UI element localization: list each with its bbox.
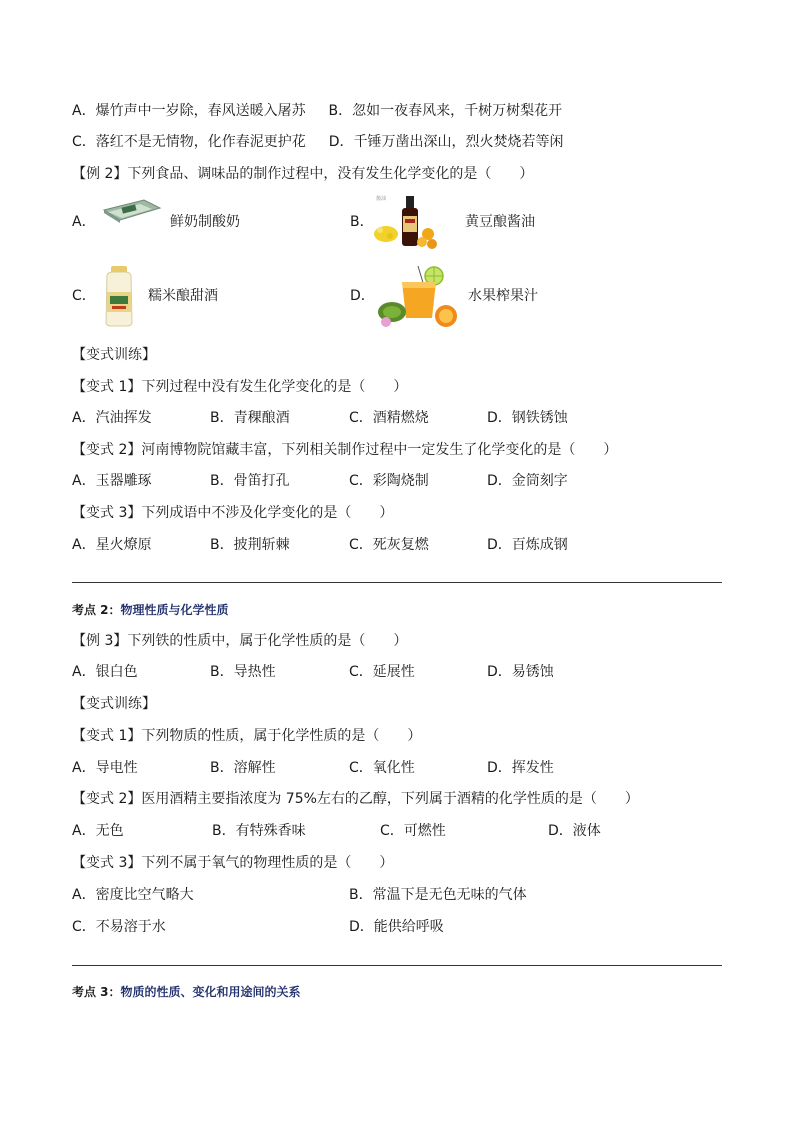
v2-option-a: A．玉器雕琢: [72, 473, 152, 489]
v1-option-d: D．钢铁锈蚀: [487, 410, 568, 426]
ex2-option-c-text: 糯米酿甜酒: [148, 288, 218, 304]
v2-option-c: C．彩陶烧制: [349, 473, 429, 489]
variant-2-3-stem: 【变式 3】下列不属于氧气的物理性质的是（ ）: [72, 855, 394, 871]
v21-option-d: D．挥发性: [487, 760, 554, 776]
ex3-option-b: B．导热性: [210, 664, 276, 680]
option-c: C．落红不是无情物，化作春泥更护花: [72, 134, 306, 150]
example-2-stem: 【例 2】下列食品、调味品的制作过程中，没有发生化学变化的是（ ）: [72, 166, 534, 182]
variant-training-heading-2: 【变式训练】: [72, 696, 156, 712]
ex2-option-a-letter: A．: [72, 214, 96, 230]
v23-option-b: B．常温下是无色无味的气体: [349, 887, 527, 903]
variant-2-1-stem: 【变式 1】下列物质的性质，属于化学性质的是（ ）: [72, 728, 422, 744]
v21-option-a: A．导电性: [72, 760, 138, 776]
v3-option-c: C．死灰复燃: [349, 537, 429, 553]
section-divider: [72, 582, 722, 583]
prev-question-options-row-2: [72, 132, 563, 152]
ex3-option-a: A．银白色: [72, 664, 138, 680]
option-a: A．爆竹声中一岁除，春风送暖入屠苏: [72, 103, 306, 119]
key-point-2-prefix: 考点 2：: [72, 603, 121, 617]
option-b: B．忽如一夜春风来，千树万树梨花开: [328, 103, 563, 119]
option-d: D．千锤万凿出深山，烈火焚烧若等闲: [328, 134, 564, 150]
ex2-option-c-letter: C．: [72, 288, 96, 304]
ex3-option-d: D．易锈蚀: [487, 664, 554, 680]
v22-option-d: D．液体: [548, 823, 601, 839]
rice-wine-jar-image: [102, 264, 136, 328]
v3-option-b: B．披荆斩棘: [210, 537, 290, 553]
section-divider-2: [72, 965, 722, 966]
example-3-stem: 【例 3】下列铁的性质中，属于化学性质的是（ ）: [72, 633, 408, 649]
variant-training-heading: 【变式训练】: [72, 347, 156, 363]
ex2-option-b-letter: B．: [350, 214, 374, 230]
ex2-option-d-letter: D．: [350, 288, 375, 304]
key-point-3-heading: [72, 982, 301, 1002]
fruit-juice-image: [376, 262, 462, 328]
v3-option-d: D．百炼成钢: [487, 537, 568, 553]
key-point-3-prefix: 考点 3：: [72, 985, 121, 999]
prev-question-options-row-1: [72, 101, 562, 121]
v21-option-b: B．溶解性: [210, 760, 276, 776]
key-point-3-title: 物质的性质、变化和用途间的关系: [120, 985, 301, 999]
v21-option-c: C．氧化性: [349, 760, 415, 776]
v3-option-a: A．星火燎原: [72, 537, 152, 553]
v23-option-c: C．不易溶于水: [72, 919, 166, 935]
ex2-option-d-text: 水果榨果汁: [468, 288, 538, 304]
v2-option-b: B．骨笛打孔: [210, 473, 290, 489]
v22-option-b: B．有特殊香味: [212, 823, 306, 839]
variant-1-stem: 【变式 1】下列过程中没有发生化学变化的是（ ）: [72, 379, 408, 395]
variant-2-2-stem: 【变式 2】医用酒精主要指浓度为 75%左右的乙醇，下列属于酒精的化学性质的是（ ）: [72, 791, 639, 807]
soy-sauce-bottle-image: [372, 194, 438, 252]
v23-option-d: D．能供给呼吸: [349, 919, 444, 935]
v22-option-a: A．无色: [72, 823, 124, 839]
yogurt-package-image: [100, 196, 164, 226]
svg-text:酱油: 酱油: [376, 196, 387, 202]
key-point-2-heading: [72, 600, 229, 620]
v1-option-a: A．汽油挥发: [72, 410, 152, 426]
v22-option-c: C．可燃性: [380, 823, 446, 839]
key-point-2-title: 物理性质与化学性质: [120, 603, 229, 617]
v1-option-b: B．青稞酿酒: [210, 410, 290, 426]
v2-option-d: D．金筒刻字: [487, 473, 568, 489]
variant-3-stem: 【变式 3】下列成语中不涉及化学变化的是（ ）: [72, 505, 394, 521]
ex2-option-b-text: 黄豆酿酱油: [465, 214, 535, 230]
ex3-option-c: C．延展性: [349, 664, 415, 680]
v1-option-c: C．酒精燃烧: [349, 410, 429, 426]
ex2-option-a-text: 鲜奶制酸奶: [170, 214, 240, 230]
v23-option-a: A．密度比空气略大: [72, 887, 194, 903]
variant-2-stem: 【变式 2】河南博物院馆藏丰富，下列相关制作过程中一定发生了化学变化的是（ ）: [72, 442, 618, 458]
